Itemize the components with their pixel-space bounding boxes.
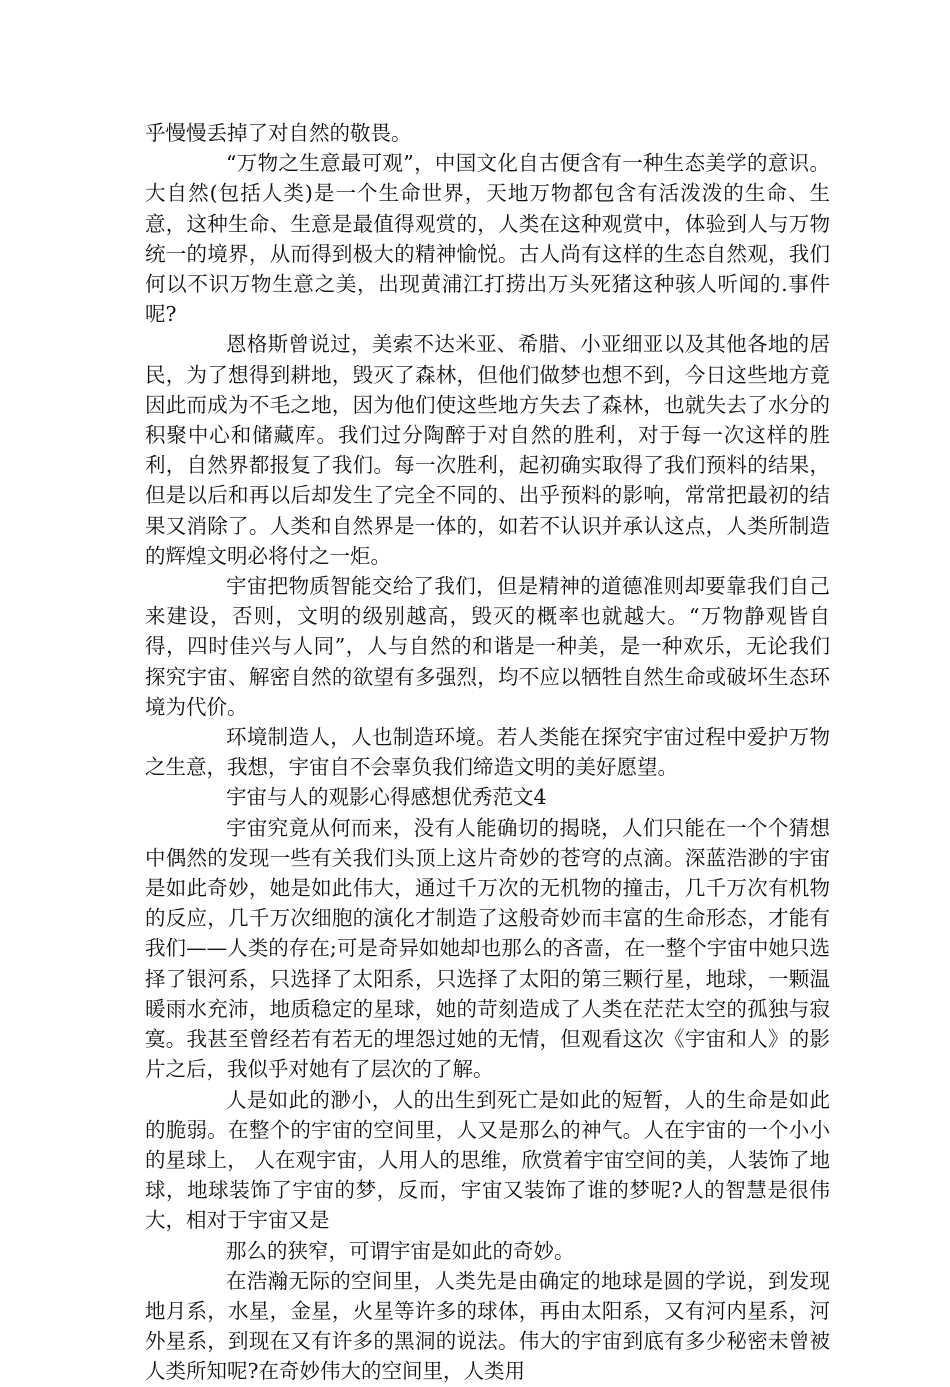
paragraph-narrow: 那么的狭窄，可谓宇宙是如此的奇妙。 xyxy=(226,1238,575,1263)
paragraph-environment: 环境制造人，人也制造环境。若人类能在探究宇宙过程中爱护万物之生意，我想，宇宙自不会辜负我们缔造文明的美好愿望。 xyxy=(145,725,830,780)
document-page xyxy=(145,118,830,1387)
paragraph-ecological-aesthetics: “万物之生意最可观”，中国文化自古便含有一种生态美学的意识。大自然(包括人类)是一个生命世界，天地万物都包含有活泼泼的生命、生意，这种生命、生意是最值得观赏的，人类在这种观赏中，体验到人与万物统一的境界，从而得到极大的精神愉悦。古人尚有这样的生态自然观，我们何以不识万物生意之美，出现黄浦江打捞出万头死猪这种骇人听闻的.事件呢? xyxy=(145,151,830,327)
paragraph-continuation: 乎慢慢丢掉了对自然的敬畏。 xyxy=(145,121,412,145)
section-heading: 宇宙与人的观影心得感想优秀范文4 xyxy=(226,785,547,810)
paragraph-engels-quote: 恩格斯曾说过，美索不达米亚、希腊、小亚细亚以及其他各地的居民，为了想得到耕地，毁灭了森林，但他们做梦也想不到，今日这些地方竟因此而成为不毛之地，因为他们使这些地方失去了森林，也就失去了水分的积聚中心和储藏库。我们过分陶醉于对自然的胜利，对于每一次这样的胜利，自然界都报复了我们。每一次胜利，起初确实取得了我们预料的结果，但是以后和再以后却发生了完全不同的、出乎预料的影响，常常把最初的结果又消除了。人类和自然界是一体的，如若不认识并承认这点，人类所制造的辉煌文明必将付之一炬。 xyxy=(145,332,830,568)
paragraph-vast-space: 在浩瀚无际的空间里，人类先是由确定的地球是圆的学说，到发现地月系，水星，金星，火星等许多的球体，再由太阳系，又有河内星系，河外星系，到现在又有许多的黑洞的说法。伟大的宇宙到底有多少秘密未曾被人类所知呢?在奇妙伟大的空间里，人类用 xyxy=(145,1268,830,1384)
paragraph-human-smallness: 人是如此的渺小，人的出生到死亡是如此的短暂，人的生命是如此的脆弱。在整个的宇宙的空间里，人又是那么的神气。人在宇宙的一个小小的星球上， 人在观宇宙，人用人的思维，欣赏着宇宙空间的美，人装饰了地球，地球装饰了宇宙的梦，反而，宇宙又装饰了谁的梦呢?人的智慧是很伟大，相对于宇宙又是 xyxy=(145,1087,830,1233)
paragraph-moral-principles: 宇宙把物质智能交给了我们，但是精神的道德准则却要靠我们自己来建设，否则，文明的级别越高，毁灭的概率也就越大。“万物静观皆自得，四时佳兴与人同”，人与自然的和谐是一种美，是一种欢乐，无论我们探究宇宙、解密自然的欲望有多强烈，均不应以牺牲自然生命或破坏生态环境为代价。 xyxy=(145,574,830,719)
paragraph-universe-origin: 宇宙究竟从何而来，没有人能确切的揭晓，人们只能在一个个猜想中偶然的发现一些有关我们头顶上这片奇妙的苍穹的点滴。深蓝浩渺的宇宙是如此奇妙，她是如此伟大，通过千万次的无机物的撞击，几千万次有机物的反应，几千万次细胞的演化才制造了这般奇妙而丰富的生命形态，才能有我们——人类的存在;可是奇异如她却也那么的吝啬，在一整个宇宙中她只选择了银河系，只选择了太阳系，只选择了太阳的第三颗行星，地球，一颗温暖雨水充沛，地质稳定的星球，她的苛刻造成了人类在茫茫太空的孤独与寂寞。我甚至曾经若有若无的埋怨过她的无情，但观看这次《宇宙和人》的影片之后，我似乎对她有了层次的了解。 xyxy=(145,815,830,1082)
